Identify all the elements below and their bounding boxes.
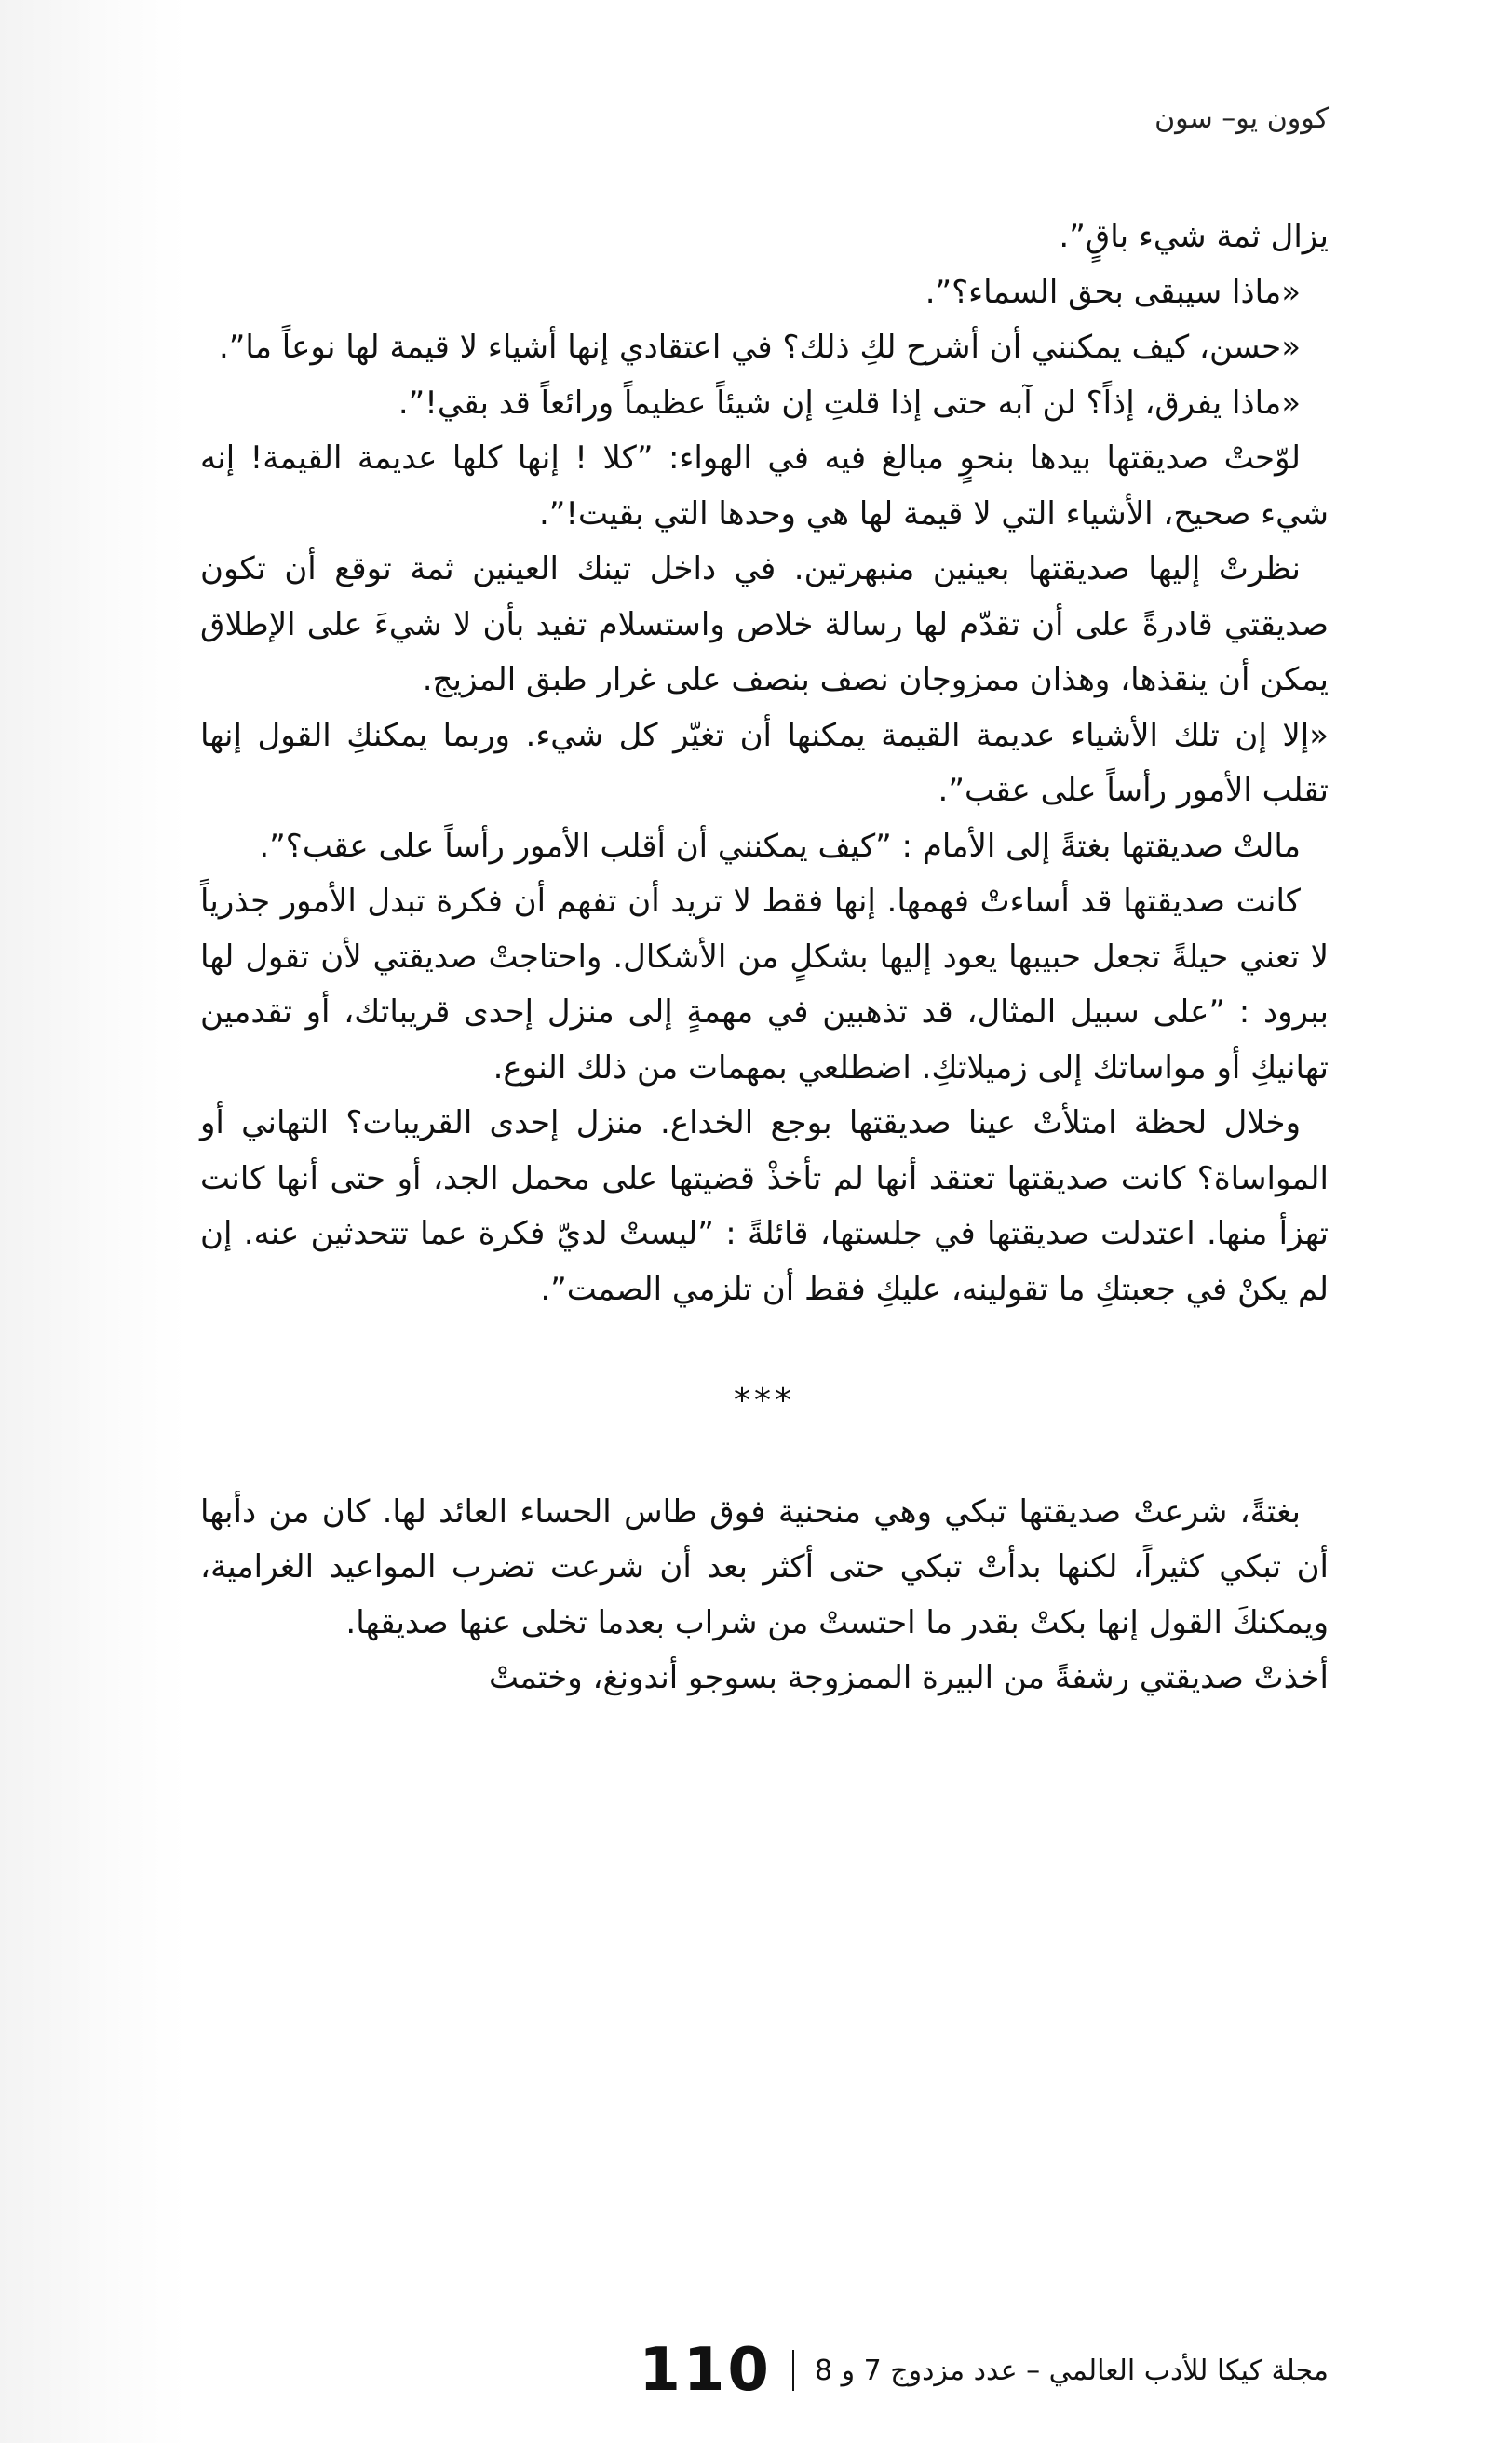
paragraph: «حسن، كيف يمكنني أن أشرح لكِ ذلك؟ في اعتقادي إنها أشياء لا قيمة لها نوعاً ما”. bbox=[218, 329, 1301, 366]
paragraph: «ماذا سيبقى بحق السماء؟”. bbox=[925, 273, 1301, 311]
running-head-author: كوون يو– سون bbox=[1154, 102, 1329, 135]
page-number: 110 bbox=[639, 2336, 772, 2405]
paragraph: أخذتْ صديقتي رشفةً من البيرة الممزوجة بسوجو أندونغ، وختمتْ bbox=[488, 1659, 1329, 1696]
page-footer bbox=[200, 2336, 1329, 2405]
body-text bbox=[200, 209, 1329, 1707]
paragraph: يزال ثمة شيء باقٍ”. bbox=[1059, 218, 1329, 255]
journal-title: مجلة كيكا للأدب العالمي – عدد مزدوج 7 و 8 bbox=[814, 2354, 1329, 2387]
footer-divider bbox=[792, 2350, 794, 2391]
section-separator: *** bbox=[734, 1382, 795, 1420]
paragraph: مالتْ صديقتها بغتةً إلى الأمام : ”كيف يمكنني أن أقلب الأمور رأساً على عقب؟”. bbox=[259, 827, 1301, 865]
scan-page-edge-shadow bbox=[0, 0, 186, 2443]
paragraph: كانت صديقتها قد أساءتْ فهمها. إنها فقط لا تريد أن تفهم أن فكرة تبدل الأمور جذرياً لا تعني حيلةً تجعل حبيبها يعود إليها بشكلٍ من الأشكال. واحتاجتْ صديقتي لأن تقول لها ببرود : ”على سبيل المثال، قد تذهبين في مهمةٍ إلى منزل إحدى قريباتك، أو تقدمين تهانيكِ أو مواساتك إلى زميلاتكِ. اضطلعي بمهمات من ذلك النوع. bbox=[200, 883, 1329, 1087]
paragraph: وخلال لحظة امتلأتْ عينا صديقتها بوجع الخداع. منزل إحدى القريبات؟ التهاني أو المواساة؟ كانت صديقتها تعتقد أنها لم تأخذْ قضيتها على محمل الجد، أو حتى أنها كانت تهزأ منها. اعتدلت صديقتها في جلستها، قائلةً : ”ليستْ لديّ فكرة عما تتحدثين عنه. إن لم يكنْ في جعبتكِ ما تقولينه، عليكِ فقط أن تلزمي الصمت”. bbox=[200, 1104, 1329, 1308]
paragraph: «ماذا يفرق، إذاً؟ لن آبه حتى إذا قلتِ إن شيئاً عظيماً ورائعاً قد بقي!”. bbox=[398, 384, 1301, 422]
paragraph: «إلا إن تلك الأشياء عديمة القيمة يمكنها أن تغيّر كل شيء. وربما يمكنكِ القول إنها تقلب الأمور رأساً على عقب”. bbox=[200, 716, 1329, 809]
paragraph: بغتةً، شرعتْ صديقتها تبكي وهي منحنية فوق طاس الحساء العائد لها. كان من دأبها أن تبكي كثيراً، لكنها بدأتْ تبكي حتى أكثر بعد أن شرعت تضرب المواعيد الغرامية، ويمكنكَ القول إنها بكتْ بقدر ما احتستْ من شراب بعدما تخلى عنها صديقها. bbox=[200, 1492, 1329, 1641]
paragraph: لوّحتْ صديقتها بيدها بنحوٍ مبالغ فيه في الهواء: ”كلا ! إنها كلها عديمة القيمة! إنه شيء صحيح، الأشياء التي لا قيمة لها هي وحدها التي بقيت!”. bbox=[200, 439, 1329, 533]
paragraph: نظرتْ إليها صديقتها بعينين منبهرتين. في داخل تينك العينين ثمة توقع أن تكون صديقتي قادرةً على أن تقدّم لها رسالة خلاص واستسلام تفيد بأن لا شيءَ على الإطلاق يمكن أن ينقذها، وهذان ممزوجان نصف بنصف على غرار طبق المزيج. bbox=[200, 550, 1329, 698]
